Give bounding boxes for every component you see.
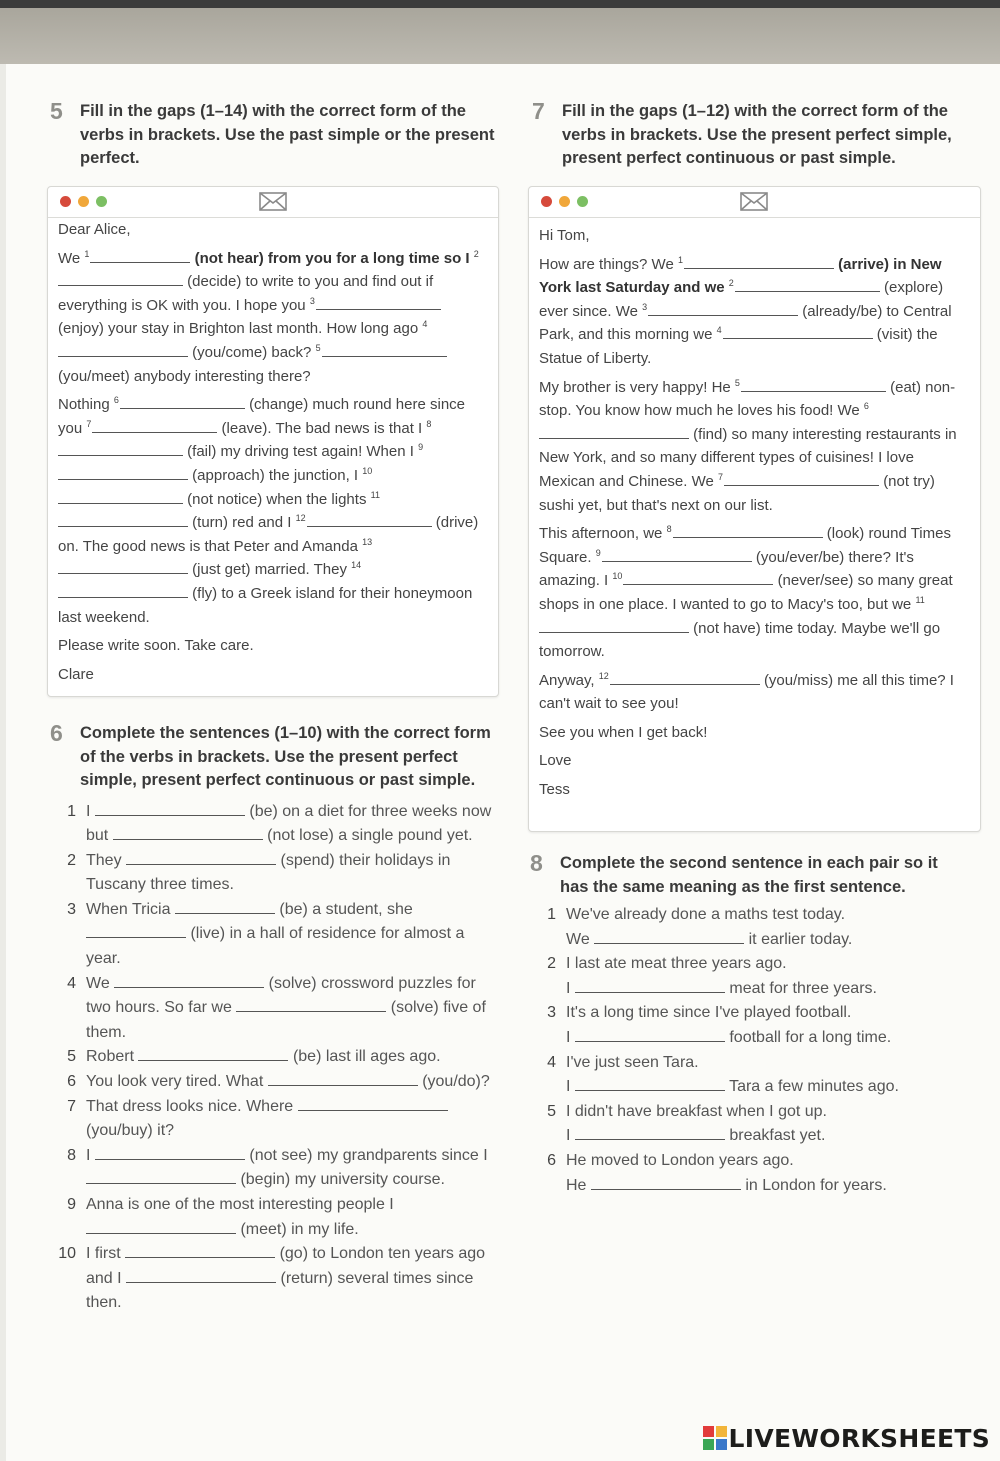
exercise-title: Complete the second sentence in each pair so it has the same meaning as the first sentence. [560, 854, 938, 896]
exercise-number: 7 [532, 98, 545, 124]
list-item: 8 I (not see) my grandparents since I (begin) my university course. [67, 1146, 488, 1189]
list-item: 6 You look very tired. What (you/do)? [67, 1073, 490, 1091]
answer-blank[interactable] [575, 1077, 725, 1091]
greeting: Hi Tom, [539, 227, 590, 244]
logo-text: LIVEWORKSHEETS [728, 1423, 990, 1453]
red-dot-icon [60, 196, 71, 207]
list-item: 6 He moved to London years ago. He in London for years. [547, 1151, 887, 1194]
gap-5[interactable] [741, 378, 886, 392]
exercise-title: Fill in the gaps (1–12) with the correct form of the verbs in brackets. Use the present perfect simple, present perfect continuous or past simple. [562, 102, 952, 167]
sentence-list [50, 800, 498, 1316]
exercise-number: 6 [50, 720, 63, 746]
gap-14[interactable] [58, 584, 188, 598]
gap-9[interactable] [602, 548, 752, 562]
top-edge [0, 0, 1000, 8]
email-card-tess [528, 186, 981, 832]
gap-5[interactable] [322, 343, 447, 357]
gap-2[interactable] [58, 272, 183, 286]
answer-blank[interactable] [125, 1244, 275, 1258]
list-item: 1 I (be) on a diet for three weeks now but (not lose) a single pound yet. [67, 802, 492, 845]
answer-blank[interactable] [86, 924, 186, 938]
exercise-number: 8 [530, 850, 543, 876]
transformation-list [530, 903, 950, 1198]
orange-dot-icon [78, 196, 89, 207]
greeting: Dear Alice, [58, 221, 131, 238]
exercise-7 [532, 100, 982, 171]
love: Love [539, 752, 572, 770]
envelope-icon [259, 192, 287, 211]
answer-blank[interactable] [95, 1146, 245, 1160]
list-item: 2 I last ate meat three years ago. I meat for three years. [547, 955, 877, 997]
gap-7[interactable] [92, 419, 217, 433]
closing: Please write soon. Take care. [58, 637, 254, 655]
gap-8[interactable] [58, 442, 183, 456]
answer-blank[interactable] [236, 998, 386, 1012]
exercise-5 [50, 100, 500, 171]
orange-dot-icon [559, 196, 570, 207]
gap-4[interactable] [723, 325, 873, 339]
list-item: 9 Anna is one of the most interesting people I (meet) in my life. [67, 1196, 394, 1238]
closing: See you when I get back! [539, 723, 708, 741]
email-paragraph-3: This afternoon, we $^8$ (look) round Times Square. $^9$ (you/ever/be) there? It's amazing. I $^{10}$ (never/see) so many great shops in one place. I wanted to go to Macy's too, but we $^{11}$ (not have) time today. Maybe we'll go tomorrow. [539, 524, 953, 661]
answer-blank[interactable] [95, 802, 245, 816]
signature: Clare [58, 665, 94, 683]
answer-blank[interactable] [575, 1028, 725, 1042]
gap-11[interactable] [539, 619, 689, 633]
green-dot-icon [577, 196, 588, 207]
green-dot-icon [96, 196, 107, 207]
email-window-bar [48, 187, 498, 218]
answer-blank[interactable] [138, 1047, 288, 1061]
list-item: 7 That dress looks nice. Where (you/buy) it? [50, 1095, 498, 1144]
gap-10[interactable] [58, 490, 183, 504]
gap-13[interactable] [58, 560, 188, 574]
list-item: 4 I've just seen Tara. I Tara a few minutes ago. [547, 1053, 899, 1096]
gap-3[interactable] [648, 302, 798, 316]
list-item: 3 It's a long time since I've played football. I football for a long time. [547, 1004, 892, 1046]
red-dot-icon [541, 196, 552, 207]
list-item: 1 We've already done a maths test today. We it earlier today. [547, 906, 853, 948]
gap-6[interactable] [539, 425, 689, 439]
answer-blank[interactable] [594, 930, 744, 944]
answer-blank[interactable] [175, 900, 275, 914]
answer-blank[interactable] [86, 1220, 236, 1234]
gap-3[interactable] [316, 296, 441, 310]
gap-11[interactable] [58, 513, 188, 527]
gap-12[interactable] [610, 671, 760, 685]
gap-2[interactable] [735, 278, 880, 292]
list-item: 10 I first (go) to London ten years ago and I (return) several times since then. [58, 1245, 486, 1312]
email-paragraph-1: How are things? We $^1$ (arrive) in New York last Saturday and we $^2$ (explore) ever since. We $^3$ (already/be) to Central Park, and this morning we $^4$ (visit) the Statue of Liberty. [539, 254, 952, 367]
exercise-6 [50, 722, 500, 1316]
gap-1[interactable] [90, 249, 190, 263]
exercise-title: Complete the sentences (1–10) with the correct form of the verbs in brackets. Use the present perfect simple, present perfect continuous or past simple. [80, 724, 491, 789]
answer-blank[interactable] [575, 979, 725, 993]
email-paragraph-2: My brother is very happy! He $^5$ (eat) non-stop. You know how much he loves his food! We $^6$ (find) so many interesting restaurants in New York, and so many different types of cuisines! I love Mexican and Chinese. We $^7$ (not try) sushi yet, but that's next on our list. [539, 377, 957, 514]
answer-blank[interactable] [86, 1170, 236, 1184]
list-item: 4 We (solve) crossword puzzles for two hours. So far we (solve) five of them. [67, 974, 486, 1041]
logo-mark-icon [703, 1426, 727, 1450]
answer-blank[interactable] [591, 1176, 741, 1190]
signature: Tess [539, 781, 570, 799]
liveworksheets-logo [703, 1421, 990, 1455]
exercise-title: Fill in the gaps (1–14) with the correct form of the verbs in brackets. Use the past simple or the present perfect. [80, 102, 495, 167]
exercise-number: 5 [50, 98, 63, 124]
email-card-clare [47, 186, 499, 697]
email-paragraph-4: Anyway, $^{12}$ (you/miss) me all this time? I can't wait to see you! [539, 670, 954, 713]
email-paragraph-1: We $^1$ (not hear) from you for a long time so I $^2$ (decide) to write to you and find out if everything is OK with you. I hope you $^3$ (enjoy) your stay in Brighton last month. How long ago $^4$ (you/come) back? $^5$ (you/meet) anybody interesting there? [58, 248, 479, 385]
gap-12[interactable] [307, 513, 432, 527]
list-item: 3 When Tricia (be) a student, she (live) in a hall of residence for almost a year. [67, 900, 465, 968]
answer-blank[interactable] [114, 974, 264, 988]
exercise-8 [530, 852, 980, 1198]
gap-9[interactable] [58, 466, 188, 480]
gap-4[interactable] [58, 343, 188, 357]
answer-blank[interactable] [126, 851, 276, 865]
page-header-band [0, 8, 1000, 64]
answer-blank[interactable] [268, 1072, 418, 1086]
gap-8[interactable] [673, 524, 823, 538]
envelope-icon [740, 192, 768, 211]
answer-blank[interactable] [113, 826, 263, 840]
email-paragraph-2: Nothing $^6$ (change) much round here since you $^7$ (leave). The bad news is that I $^8$ (fail) my driving test again! When I $^9$ (approach) the junction, I $^{10}$ (not notice) when the lights $^{11}$ (turn) red and I $^{12}$ (drive) on. The good news is that Peter and Amanda $^{13}$ (just get) married. They $^{14}$ (fly) to a Greek island for their honeymoon last weekend. [58, 395, 479, 626]
gap-10[interactable] [623, 571, 773, 585]
gap-1[interactable] [684, 255, 834, 269]
gap-7[interactable] [724, 472, 879, 486]
answer-blank[interactable] [575, 1126, 725, 1140]
list-item: 5 I didn't have breakfast when I got up. I breakfast yet. [547, 1102, 827, 1145]
answer-blank[interactable] [126, 1269, 276, 1283]
answer-blank[interactable] [298, 1097, 448, 1111]
gap-6[interactable] [120, 395, 245, 409]
email-window-bar [529, 187, 980, 218]
list-item: 5 Robert (be) last ill ages ago. [67, 1048, 441, 1066]
list-item: 2 They (spend) their holidays in Tuscany three times. [67, 851, 451, 894]
